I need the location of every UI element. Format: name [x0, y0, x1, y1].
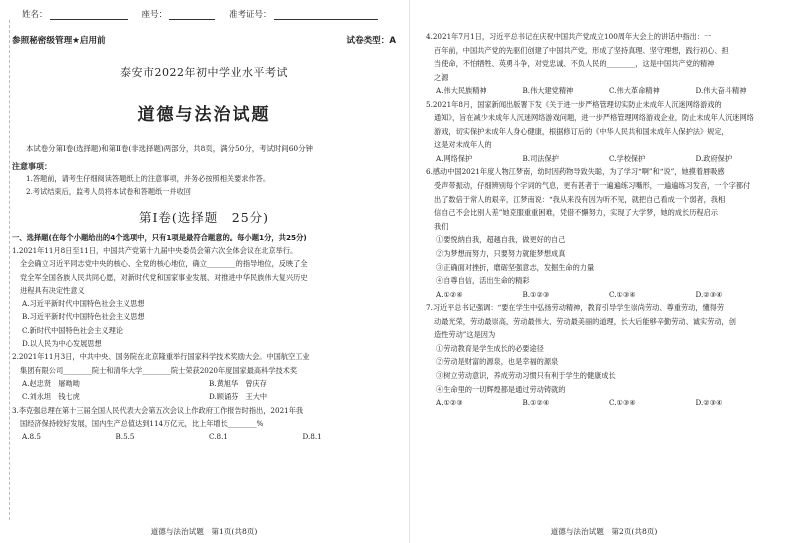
- candidate-id-row: [12, 6, 396, 20]
- options-row: [12, 430, 396, 443]
- security-label: 参照秘密级管理★启用前: [12, 36, 106, 46]
- name-label: 姓名：: [22, 10, 48, 20]
- options-row: [426, 288, 782, 301]
- option-a: A.网络保护: [436, 154, 473, 164]
- question-stem-line: 集团有限公司________院士和清华大学________院士荣获2020年度国家最高科学技术奖: [20, 365, 298, 375]
- option-d: D.伟大奋斗精神: [695, 86, 747, 96]
- subject-title: 道德与法治试题: [137, 105, 271, 125]
- options-row: [426, 84, 782, 97]
- question-4: [426, 30, 782, 98]
- option-b: B.5.5: [115, 432, 135, 442]
- notes-title: 注意事项：: [12, 162, 52, 171]
- question-stem-line: 百年前，中国共产党的先驱们创建了中国共产党，形成了坚持真理、坚守理想，践行初心、担: [434, 45, 729, 55]
- options-row: [426, 152, 782, 165]
- note-item: 2.考试结束后，监考人员将本试卷和答题纸一并收回: [26, 187, 191, 196]
- note-item: 1.答题前，请考生仔细阅读答题纸上的注意事项，并务必按照相关要求作答。: [26, 174, 271, 183]
- option-d: D.②③④: [695, 289, 723, 299]
- option-d: D.②③④: [695, 398, 723, 408]
- question-stem-line: 信自己不会比别人差”她克服重重困难，凭借不懈努力，实现了大学梦，她的成长历程启示: [434, 208, 718, 218]
- question-stem-line: 出了数倍于常人的艰辛，江梦南说：“我从来没有因为听不见，就把自己看成一个弱者，我相: [434, 194, 726, 204]
- question-stem-line: 全会确立习近平同志党中央的核心、全党的核心地位，确立________的指导地位，反映了全: [20, 259, 308, 269]
- question-stem-line: 4.2021年7月1日，习近平总书记在庆祝中国共产党成立100周年大会上的讲话中指出：一: [426, 32, 712, 41]
- question-stem-line: 党全军全国各族人民共同心愿，对新时代党和国家事业发展、对推进中华民族伟大复兴历史: [20, 272, 308, 282]
- option-d: D.顾诵芬 王大中: [209, 392, 268, 402]
- option-a: A.习近平新时代中国特色社会主义思想: [22, 299, 145, 309]
- question-2: [12, 350, 396, 403]
- statement-item: ①劳动教育是学生成长的必要途径: [436, 343, 544, 353]
- question-stem-line: 造性劳动”这是因为: [434, 330, 496, 340]
- option-d: D.以人民为中心发展思想: [22, 339, 102, 349]
- statement-item: ③正确面对挫折，磨砺坚强意志，发掘生命的力量: [436, 262, 595, 272]
- exam-intro: 本试卷分第Ⅰ卷(选择题)和第Ⅱ卷(非选择题)两部分，共8页，满分50分，考试时间60分钟: [26, 144, 313, 153]
- exam-page-2: [414, 0, 794, 543]
- question-3: [12, 404, 396, 444]
- page-divider: [409, 0, 410, 543]
- question-stem-line: 我们: [434, 221, 449, 231]
- page-footer: 道德与法治试题 第2页(共8页): [550, 527, 658, 536]
- option-b: B.①②③: [522, 289, 550, 299]
- option-b: B.黄旭华 曾庆存: [209, 378, 267, 388]
- page-footer: 道德与法治试题 第1页(共8页): [150, 527, 258, 536]
- option-d: D.8.1: [302, 432, 322, 442]
- option-a: A.伟大民族精神: [436, 86, 487, 96]
- statement-item: ②劳动是财富的源泉，也是幸福的源泉: [436, 357, 559, 367]
- options-row: [426, 396, 782, 409]
- question-stem-line: 动最光荣，劳动最崇高，劳动最伟大、劳动最美丽的道理，长大后能够辛勤劳动、诚实劳动，创: [434, 316, 736, 326]
- question-stem-line: 游戏，切实保护未成年人身心健康，根据修订后的《中华人民共和国未成年人保护法》规定，: [434, 126, 729, 136]
- question-stem-line: 1.2021年11月8日至11日，中国共产党第十九届中央委员会第六次全体会议在北京举行。: [12, 246, 298, 255]
- statement-item: ④自尊自信，活出生命的精彩: [436, 276, 530, 286]
- exam-number-label: 准考证号：: [229, 10, 272, 20]
- question-6: [426, 165, 782, 301]
- question-stem-line: 通知》，旨在减少未成年人沉迷网络游戏问题，进一步严格管理网络游戏企业，防止未成年人沉迷网络: [434, 113, 754, 123]
- option-c: C.①③④: [609, 398, 636, 408]
- header-row: [12, 34, 396, 46]
- option-c: C.刘永坦 钱七虎: [22, 392, 80, 402]
- question-stem-line: 这是对未成年人的: [434, 140, 492, 150]
- question-stem-line: 5.2021年8月，国家新闻出版署下发《关于进一步严格管理切实防止未成年人沉迷网络游戏的: [426, 99, 722, 109]
- seat-field[interactable]: [169, 11, 215, 20]
- option-d: D.政府保护: [695, 154, 733, 164]
- option-c: C.学校保护: [609, 154, 646, 164]
- seat-label: 座号：: [141, 10, 168, 20]
- question-stem-line: 当使命，不怕牺牲、英勇斗争，对党忠诚、不负人民的________，这是中国共产党的精神: [434, 59, 715, 69]
- statement-item: ①要悦纳自我，超越自我，做更好的自己: [436, 235, 566, 245]
- statement-item: ④生命里的一切辉煌都是通过劳动铸就的: [436, 384, 566, 394]
- option-c: C.新时代中国特色社会主义理论: [22, 325, 123, 335]
- options-row: [12, 390, 396, 403]
- options-row: [12, 377, 396, 390]
- option-c: C.①③④: [609, 289, 636, 299]
- name-field[interactable]: [50, 11, 128, 20]
- option-b: B.司法保护: [522, 154, 559, 164]
- option-b: B.伟大建党精神: [522, 86, 574, 96]
- part-title: 第Ⅰ卷(选择题 25分): [138, 210, 270, 225]
- question-stem-line: 7.习近平总书记强调：“要在学生中弘扬劳动精神，教育引导学生崇尚劳动、尊重劳动，懂得劳: [426, 302, 725, 312]
- question-stem-line: 国经济保持较好发展，国内生产总值达到114万亿元，比上年增长________%: [20, 418, 264, 428]
- statement-item: ②为梦想而努力，只要努力就能梦想成真: [436, 248, 566, 258]
- option-a: A.①②④: [436, 289, 463, 299]
- question-1: [12, 244, 396, 350]
- option-a: A.赵忠贤 屠呦呦: [22, 378, 80, 388]
- option-c: C.8.1: [209, 432, 228, 442]
- question-stem-line: 受声带振动，仔细辨别每个字词的气息，更有甚者于一遍遍练习嘴形，一遍遍练习发音，一个字都付: [434, 180, 751, 190]
- option-a: A.8.5: [22, 432, 41, 442]
- question-stem-line: 6.感动中国2021年度人物江梦南，幼时因药物导致失聪，为了学习“啊”和“说”，她摸着唇吸感: [426, 167, 725, 177]
- option-c: C.伟大革命精神: [609, 86, 660, 96]
- exam-number-field[interactable]: [274, 11, 378, 20]
- option-b: B.习近平新时代中国特色社会主义思想: [22, 312, 145, 322]
- option-a: A.①②③: [436, 398, 463, 408]
- question-stem-line: 3.李克强总理在第十三届全国人民代表大会第五次会议上作政府工作报告时指出，2021年我: [12, 405, 304, 415]
- statement-item: ③树立劳动意识，养成劳动习惯只有利于学生的健康成长: [436, 370, 616, 380]
- exam-title: 泰安市2022年初中学业水平考试: [120, 66, 288, 79]
- section-heading: 一、选择题(在每个小题给出的4个选项中，只有1项是最符合题意的。每小题1分，共25分): [12, 233, 307, 242]
- paper-type: 试卷类型：A: [346, 36, 396, 46]
- question-5: [426, 98, 782, 166]
- option-b: B.①②④: [522, 398, 550, 408]
- question-stem-line: 之源: [434, 72, 449, 82]
- question-stem-line: 进程具有决定性意义: [20, 285, 85, 295]
- question-7: [426, 301, 782, 409]
- question-stem-line: 2.2021年11月3日，中共中央、国务院在北京隆重举行国家科学技术奖励大会。中国航空工业: [12, 352, 310, 362]
